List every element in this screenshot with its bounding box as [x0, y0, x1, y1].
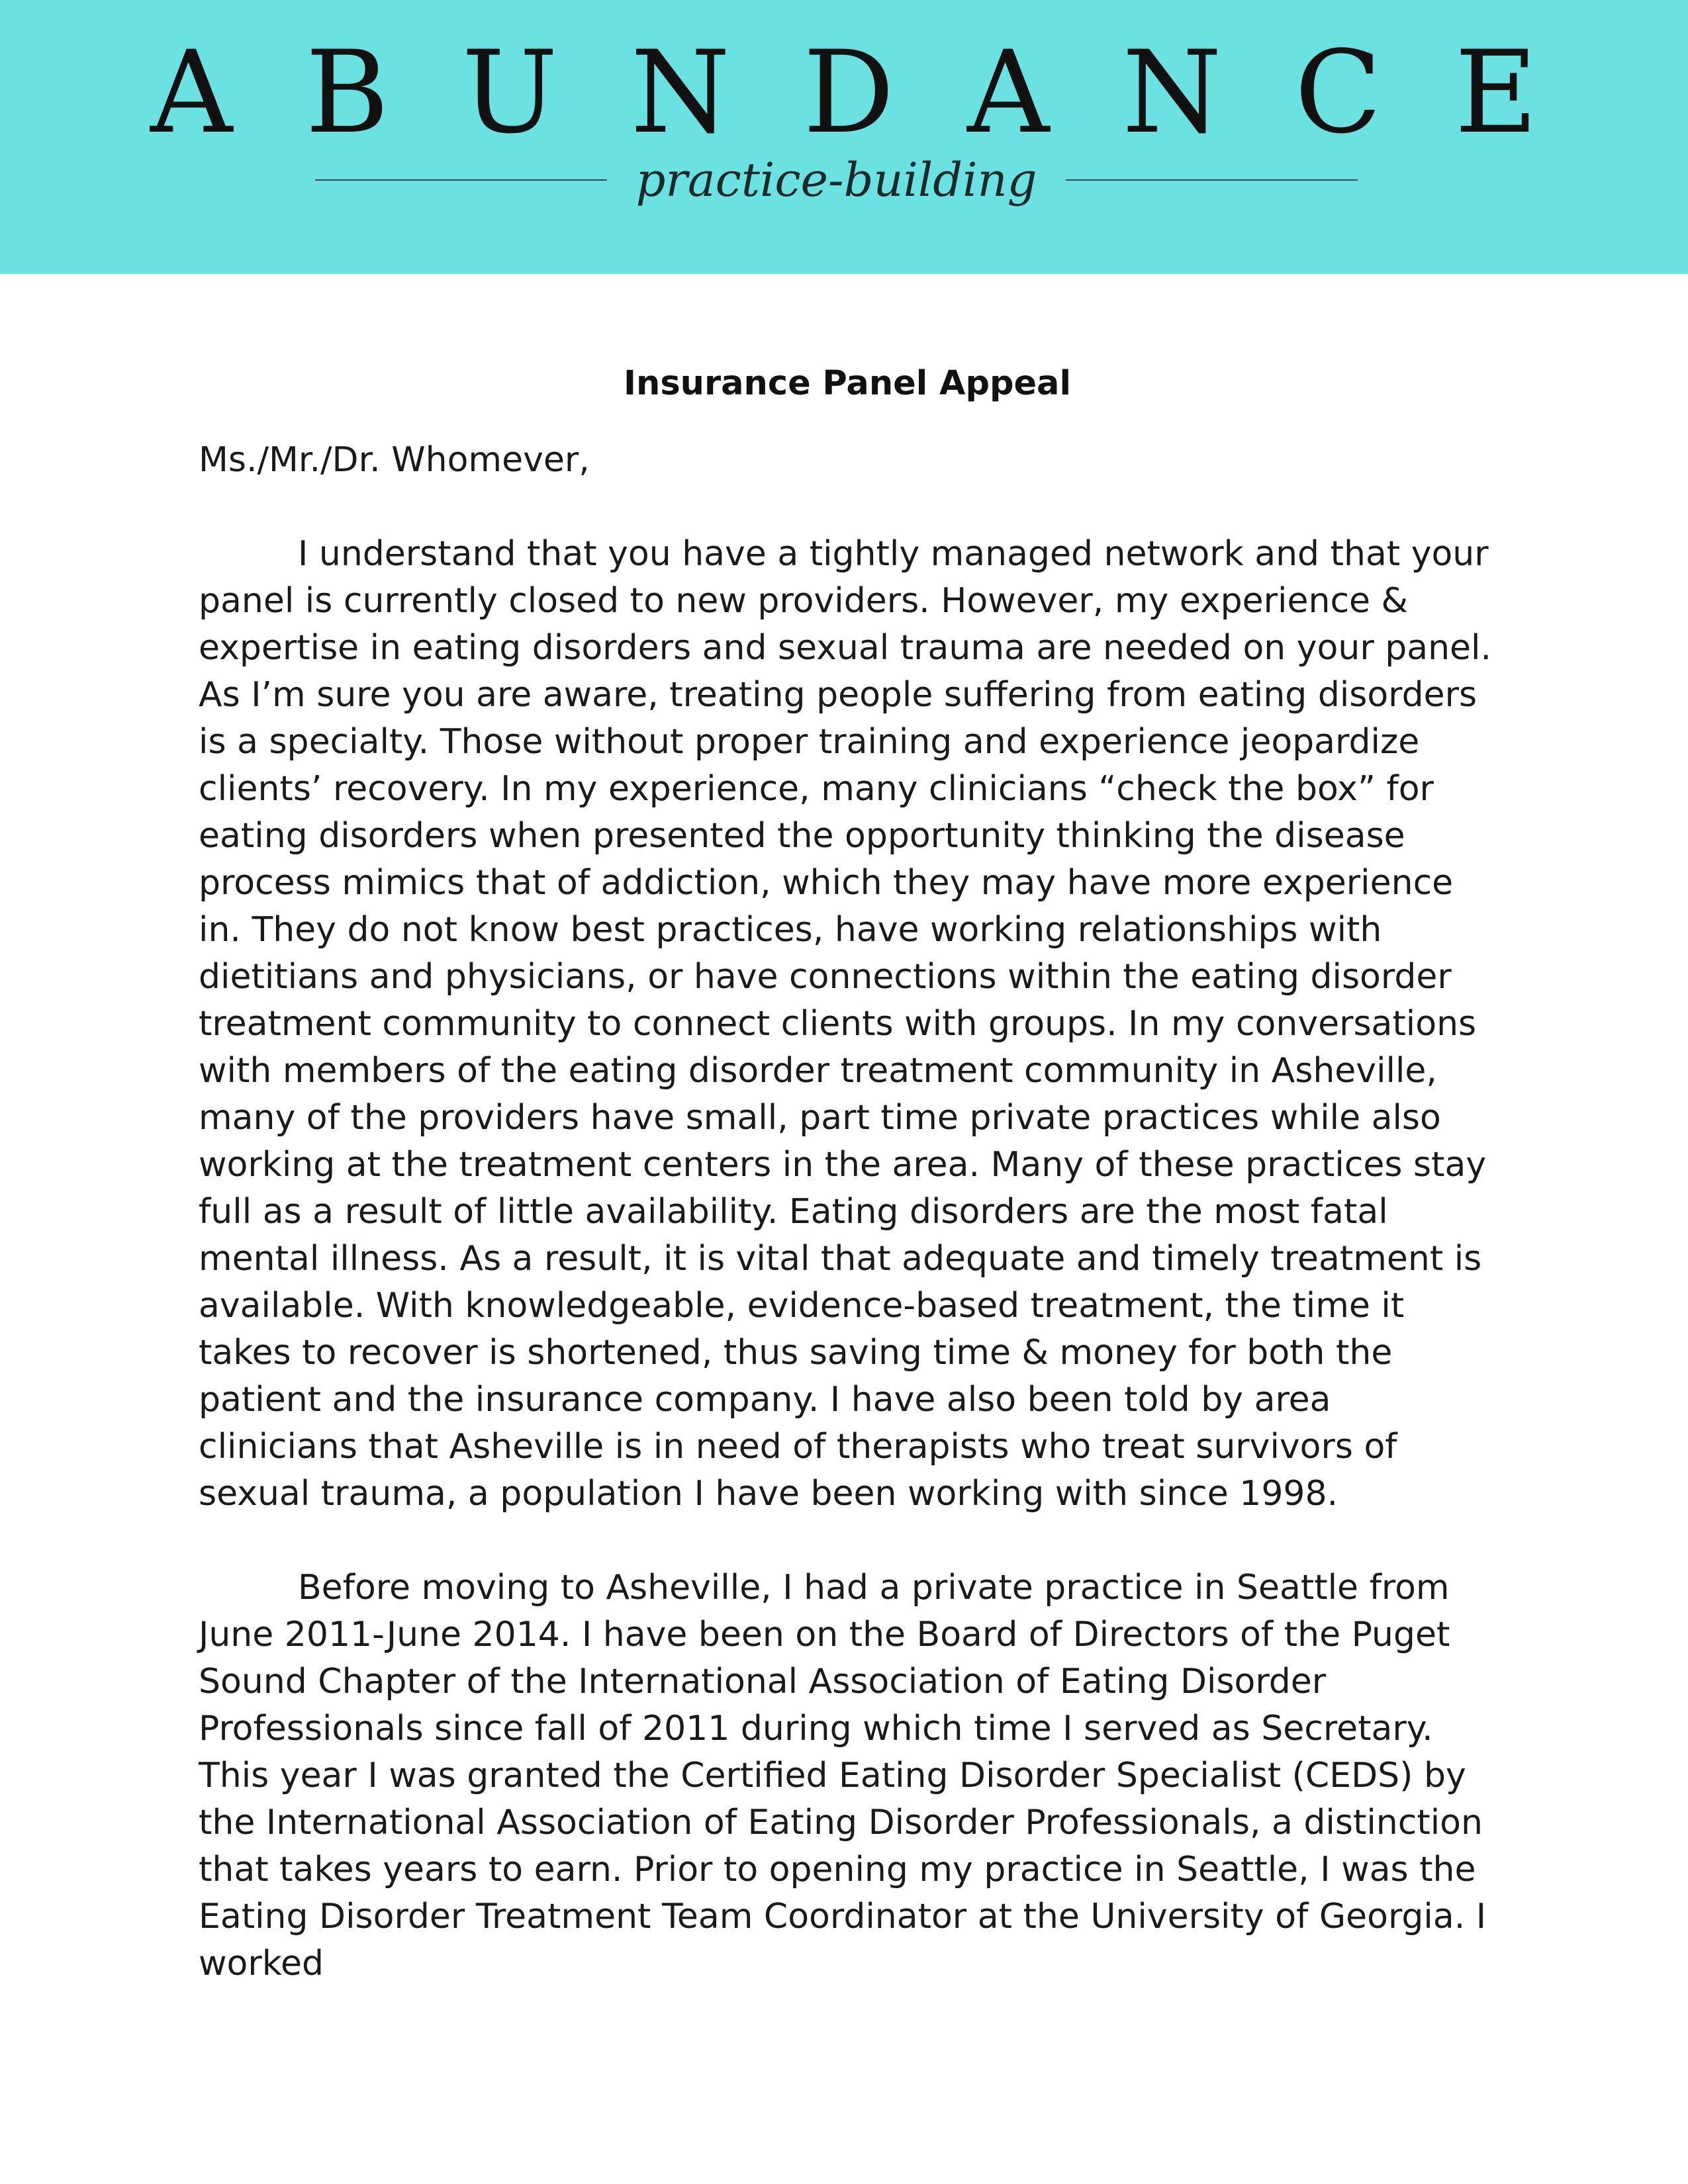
letter-paragraph-1: I understand that you have a tightly managed network and that your panel is currently closed to new providers. However, my experience & expertise in eating disorders and sexual trauma are needed on your panel. As I’m sure you are aware, treating people suffering from eating disorders is a specialty. Those without proper training and experience jeopardize clients’ recovery. In my experience, many clinicians “check the box” for eating disorders when presented the opportunity thinking the disease process mimics that of addiction, which they may have more experience in. They do not know best practices, have working relationships with dietitians and physicians, or have connections within the eating disorder treatment community to connect clients with groups. In my conversations with members of the eating disorder treatment community in Asheville, many of the providers have small, part time private practices while also working at the treatment centers in the area. Many of these practices stay full as a result of little availability. Eating disorders are the most fatal mental illness. As a result, it is vital that adequate and timely treatment is available. With knowledgeable, evidence-based treatment, the time it takes to recover is shortened, thus saving time & money for both the patient and the insurance company. I have also been told by area clinicians that Asheville is in need of therapists who treat survivors of sexual trauma, a population I have been working with since 1998.	[199, 534, 1492, 1514]
tagline-rule-right	[1066, 179, 1358, 181]
letter-title: Insurance Panel Appeal	[624, 364, 1071, 403]
brand-banner	[0, 0, 1688, 274]
tagline-row	[315, 147, 1358, 213]
letter-body	[199, 344, 1496, 1987]
letter-salutation: Ms./Mr./Dr. Whomever,	[199, 440, 590, 480]
brand-wordmark: ABUNDANCE	[150, 26, 1611, 159]
brand-tagline: practice-building	[635, 153, 1037, 207]
letter-paragraph-2: Before moving to Asheville, I had a private practice in Seattle from June 2011-June 2014. I have been on the Board of Directors of the Puget Sound Chapter of the International Association of Eating Disorder Professionals since fall of 2011 during which time I served as Secretary. This year I was granted the Certified Eating Disorder Specialist (CEDS) by the International Association of Eating Disorder Professionals, a distinction that takes years to earn. Prior to opening my practice in Seattle, I was the Eating Disorder Treatment Team Coordinator at the University of Georgia. I worked	[199, 1568, 1487, 1983]
tagline-rule-left	[315, 179, 607, 181]
